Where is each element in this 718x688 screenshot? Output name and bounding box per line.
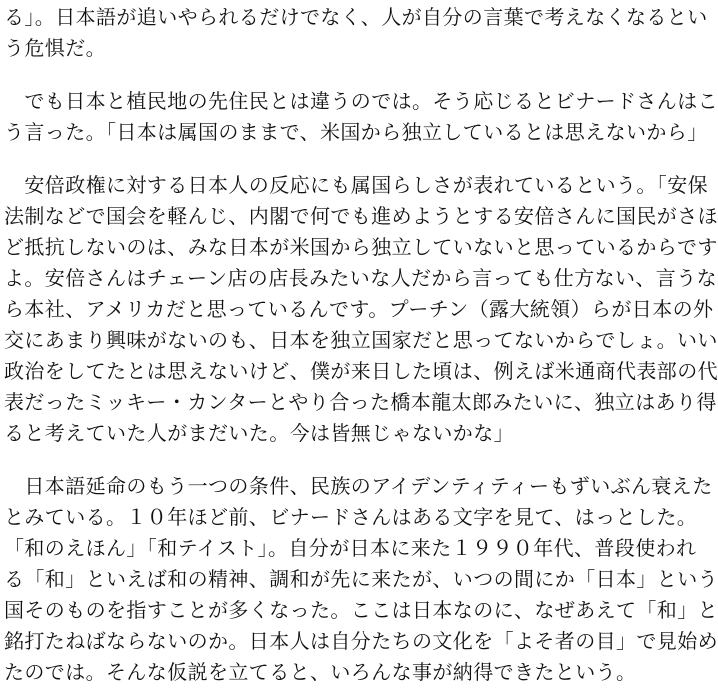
paragraph-3 [4,170,718,449]
text-line: 国そのものを指すことが多くなった。ここは日本なのに、なぜあえて「和」と [4,598,718,622]
text-line: よ。安倍さんはチェーン店の店長みたいな人だから言っても仕方ない、言うな [4,266,717,290]
text-line: 交にあまり興味がないのも、日本を独立国家だと思ってないからでしょ。いい [4,328,718,352]
text-line: とみている。１０年ほど前、ビナードさんはある文字を見て、はっとした。 [4,505,698,529]
paragraph-4 [4,471,718,688]
paragraph-1 [4,2,708,64]
text-line: ると考えていた人がまだいた。今は皆無じゃないかな」 [4,421,514,445]
text-line: う言った。「日本は属国のままで、米国から独立しているとは思えないから」 [4,120,708,144]
text-line: 日本語延命のもう一つの条件、民族のアイデンティティーもずいぶん衰えた [4,474,713,498]
text-line: ど抵抗しないのは、みな日本が米国から独立していないと思っているからです [4,235,718,259]
text-line: 政治をしてたとは思えないけど、僕が来日した頃は、例えば米通商代表部の代 [4,359,718,383]
text-line: る」。日本語が追いやられるだけでなく、人が自分の言葉で考えなくなるとい [4,5,708,29]
paragraph-2 [4,86,718,148]
text-line: でも日本と植民地の先住民とは違うのでは。そう応じるとビナードさんはこ [4,89,718,113]
article-body [4,0,718,688]
text-line: 表だったミッキー・カンターとやり合った橋本龍太郎みたいに、独立はあり得 [4,390,717,414]
text-line: 銘打たねばならないのか。日本人は自分たちの文化を「よそ者の目」で見始め [4,629,718,653]
text-line: 法制などで国会を軽んじ、内閣で何でも進めようとする安倍さんに国民がさほ [4,204,718,228]
paragraph-gap [4,449,641,471]
paragraph-gap [4,148,641,170]
paragraph-gap [4,64,641,86]
text-line: ら本社、アメリカだと思っているんです。プーチン（露大統領）らが日本の外 [4,297,714,321]
text-line: 「和のえほん」「和テイスト」。自分が日本に来た１９９０年代、普段使われ [4,536,697,560]
text-line: たのでは。そんな仮説を立てると、いろんな事が納得できたという。 [4,660,637,684]
text-line: う危惧だ。 [4,36,106,60]
text-line: 安倍政権に対する日本人の反応にも属国らしさが表れているという。「安保 [4,173,708,197]
text-line: る「和」といえば和の精神、調和が先に来たが、いつの間にか「日本」という [4,567,718,591]
